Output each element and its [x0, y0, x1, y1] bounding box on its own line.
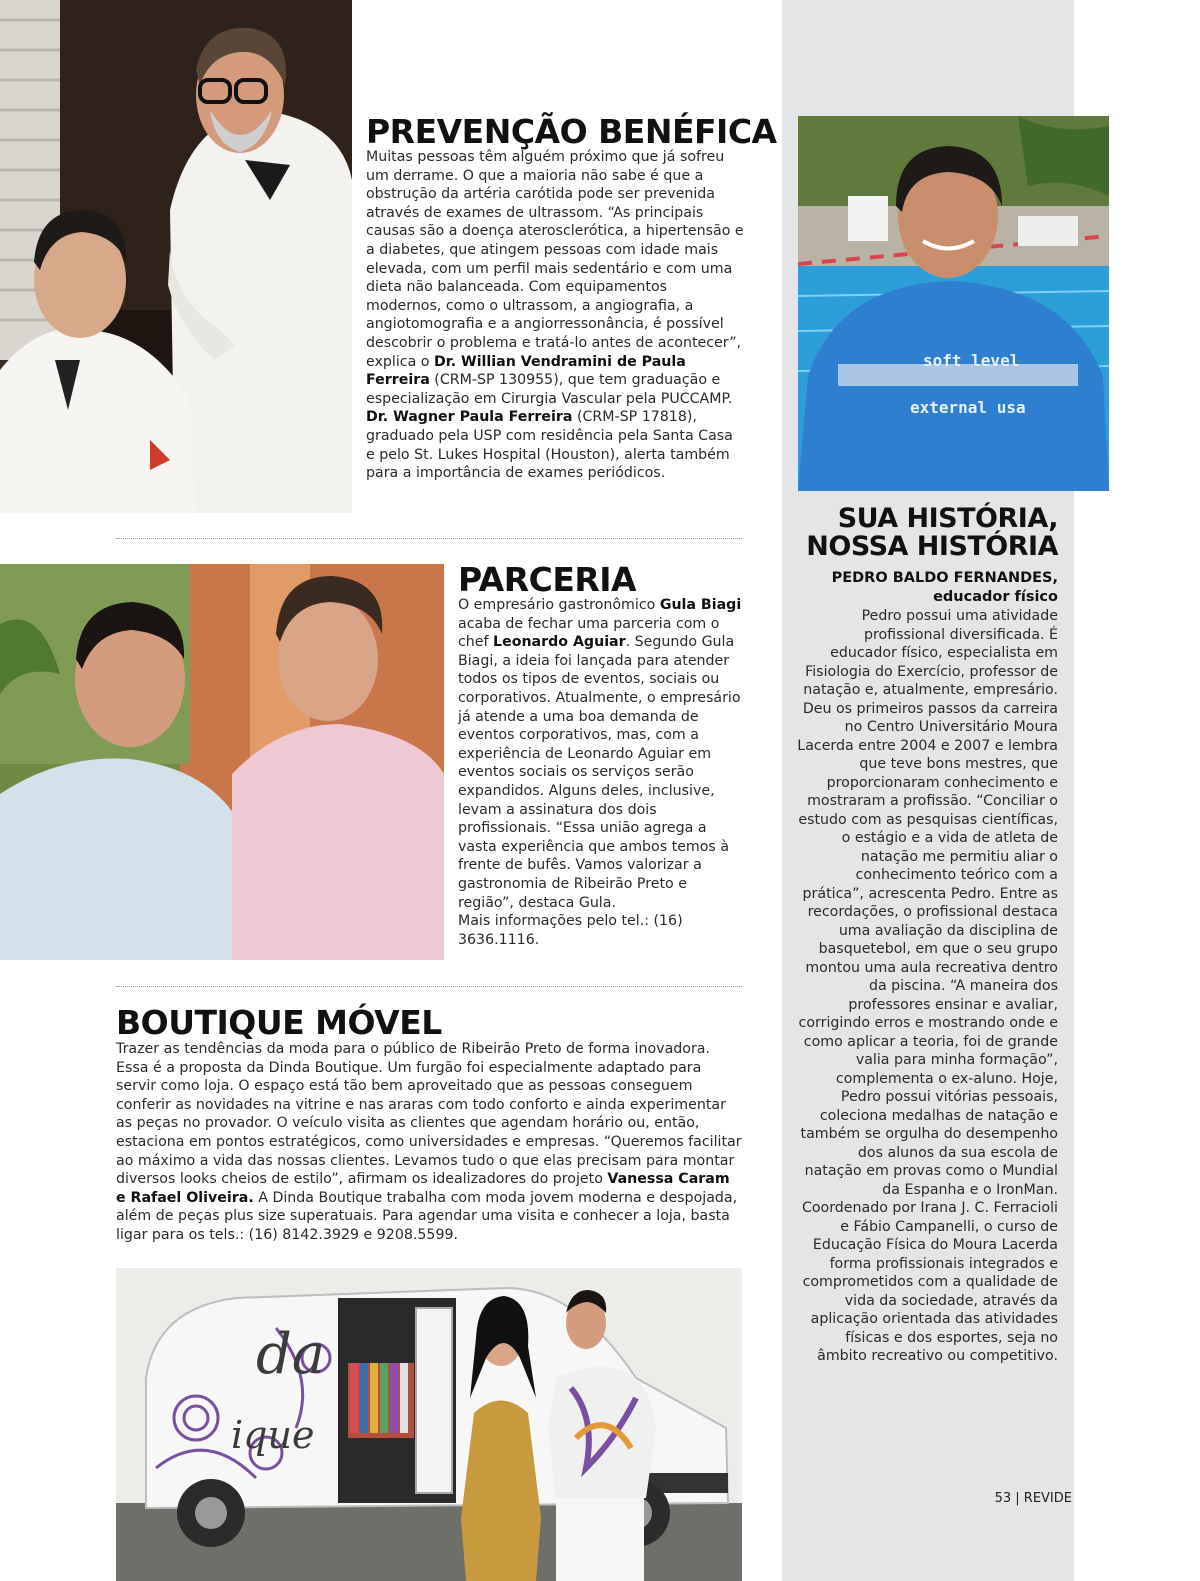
- historia-title: [782, 505, 1058, 561]
- prevencao-title: PREVENÇÃO BENÉFICA: [366, 112, 777, 151]
- shirt-print-2: external usa: [910, 398, 1026, 417]
- boutique-text-2: A Dinda Boutique trabalha com moda jovem moderna e despojada, além de peças plus size superatuais. Para agendar uma visita e conhecer a loja, basta ligar para os tels.: (16) 8142.3929 e 9208.5599.: [116, 1189, 738, 1243]
- van-logo-word-2: ique: [231, 1413, 315, 1457]
- boutique-van-photo: [116, 1268, 742, 1581]
- prevencao-body: [366, 148, 744, 483]
- section-divider: [116, 538, 742, 539]
- parceria-body: [458, 596, 742, 949]
- parceria-name-2: Leonardo Aguiar: [493, 634, 626, 651]
- prevencao-name-2: Dr. Wagner Paula Ferreira: [366, 409, 573, 426]
- pedro-photo: [798, 116, 1109, 491]
- page-footer: [960, 1491, 1072, 1506]
- shirt-print-1: soft level: [923, 351, 1020, 370]
- doctors-photo: [0, 0, 352, 513]
- historia-body: Pedro possui uma atividade profissional diversificada. É educador físico, especialista em Fisiologia do Exercício, professor de natação e, atualmente, empresário. Deu os primeiros passos da carreira no Centro Universitário Moura Lacerda entre 2004 e 2007 e lembra que teve bons mestres, que proporcionaram conhecimento e mostraram a profissão. “Conciliar o estudo com as pesquisas científicas, o estágio e a vida de atleta de natação me permitiu aliar o conhecimento teórico com a prática”, acrescenta Pedro. Entre as recordações, o profissional destaca uma avaliação da disciplina de basquetebol, em que o seu grupo montou uma aula recreativa dentro da piscina. “A maneira dos professores ensinar e avaliar, corrigindo erros e mostrando onde e como aplicar a teoria, foi de grande valia para minha formação”, complementa o ex-aluno. Hoje, Pedro possui vitórias pessoais, coleciona medalhas de natação e também se orgulha do desempenho dos alunos da sua escola de natação em provas como o Mundial da Espanha e o IronMan. Coordenado por Irana J. C. Ferracioli e Fábio Campanelli, o curso de Educação Física do Moura Lacerda forma profissionais integrados e comprometidos com a qualidade de vida da sociedade, através da aplicação orientada das atividades físicas e dos esportes, seja no âmbito recreativo ou competitivo.: [797, 608, 1058, 1364]
- parceria-name-1: Gula Biagi: [659, 597, 742, 613]
- historia-title-line-2: NOSSA HISTÓRIA: [806, 531, 1058, 562]
- parceria-text-3: . Segundo Gula Biagi, a ideia foi lançada para atender todos os tipos de eventos, sociais ou corporativos. Atualmente, o empresário já atende a uma boa demanda de eventos corporativos, mas, com a experiência de Leonardo Aguiar em eventos sociais os serviços serão expandidos. Alguns deles, inclusive, levam a assinatura dos dois profissionais. “Essa união agrega a vasta experiência que ambos temos à frente de bufês. Vamos valorizar a gastronomia de Ribeirão Preto e região”, destaca Gula.: [458, 634, 741, 911]
- parceria-photo: [0, 564, 444, 960]
- boutique-title: BOUTIQUE MÓVEL: [116, 1003, 442, 1042]
- historia-title-line-1: SUA HISTÓRIA,: [837, 503, 1058, 534]
- historia-person-role: educador físico: [933, 589, 1058, 605]
- section-divider: [116, 986, 742, 987]
- boutique-body: [116, 1040, 742, 1245]
- page-number: 53: [994, 1491, 1012, 1506]
- prevencao-name-1: Dr. Willian Vendramini de Paula Ferreira: [366, 353, 686, 389]
- parceria-text-2: acaba de fechar uma parceria com o chef: [458, 615, 720, 651]
- parceria-text-1: O empresário gastronômico: [458, 597, 660, 613]
- prevencao-text-2: (CRM-SP 130955), que tem graduação e especialização em Cirurgia Vascular pela PUCCAMP.: [366, 372, 733, 407]
- parceria-contact: Mais informações pelo tel.: (16) 3636.1116.: [458, 913, 683, 948]
- prevencao-text-1: Muitas pessoas têm alguém próximo que já sofreu um derrame. O que a maioria não sabe é que a obstrução da artéria carótida pode ser prevenida através de exames de ultrassom. “As principais causas são a doença aterosclerótica, a hipertensão e a diabetes, que atingem pessoas com idade mais elevada, com um perfil mais sedentário e com uma dieta não balanceada. Com equipamentos modernos, como o ultrassom, a angiografia, a angiotomografia e a angiorressonância, é possível descobrir o problema e tratá-lo antes de acontecer”, explica o: [366, 149, 744, 370]
- historia-byline: [782, 569, 1058, 607]
- boutique-text-1: Trazer as tendências da moda para o público de Ribeirão Preto de forma inovadora. Essa é a proposta da Dinda Boutique. Um furgão foi especialmente adaptado para servir como loja. O espaço está tão bem aproveitado que as pessoas conseguem conferir as novidades na vitrine e nas araras com todo conforto e ainda experimentar as peças no provador. O veículo visita as clientes que agendam horário ou, então, estaciona em pontos estratégicos, como universidades e empresas. “Queremos facilitar ao máximo a vida das nossas clientes. Levamos tudo o que elas precisam para montar diversos looks cheios de estilo”, afirmam os idealizadores do projeto: [116, 1041, 742, 1188]
- boutique-names: Vanessa Caram e Rafael Oliveira.: [116, 1171, 730, 1206]
- footer-separator: |: [1015, 1491, 1020, 1506]
- parceria-title: PARCERIA: [458, 560, 637, 599]
- historia-person-name: PEDRO BALDO FERNANDES,: [831, 570, 1058, 586]
- magazine-name: REVIDE: [1023, 1491, 1072, 1506]
- van-logo-word-1: da: [256, 1322, 326, 1387]
- prevencao-text-3: (CRM-SP 17818), graduado pela USP com residência pela Santa Casa e pelo St. Lukes Hospital (Houston), alerta também para a importância de exames periódicos.: [366, 409, 733, 482]
